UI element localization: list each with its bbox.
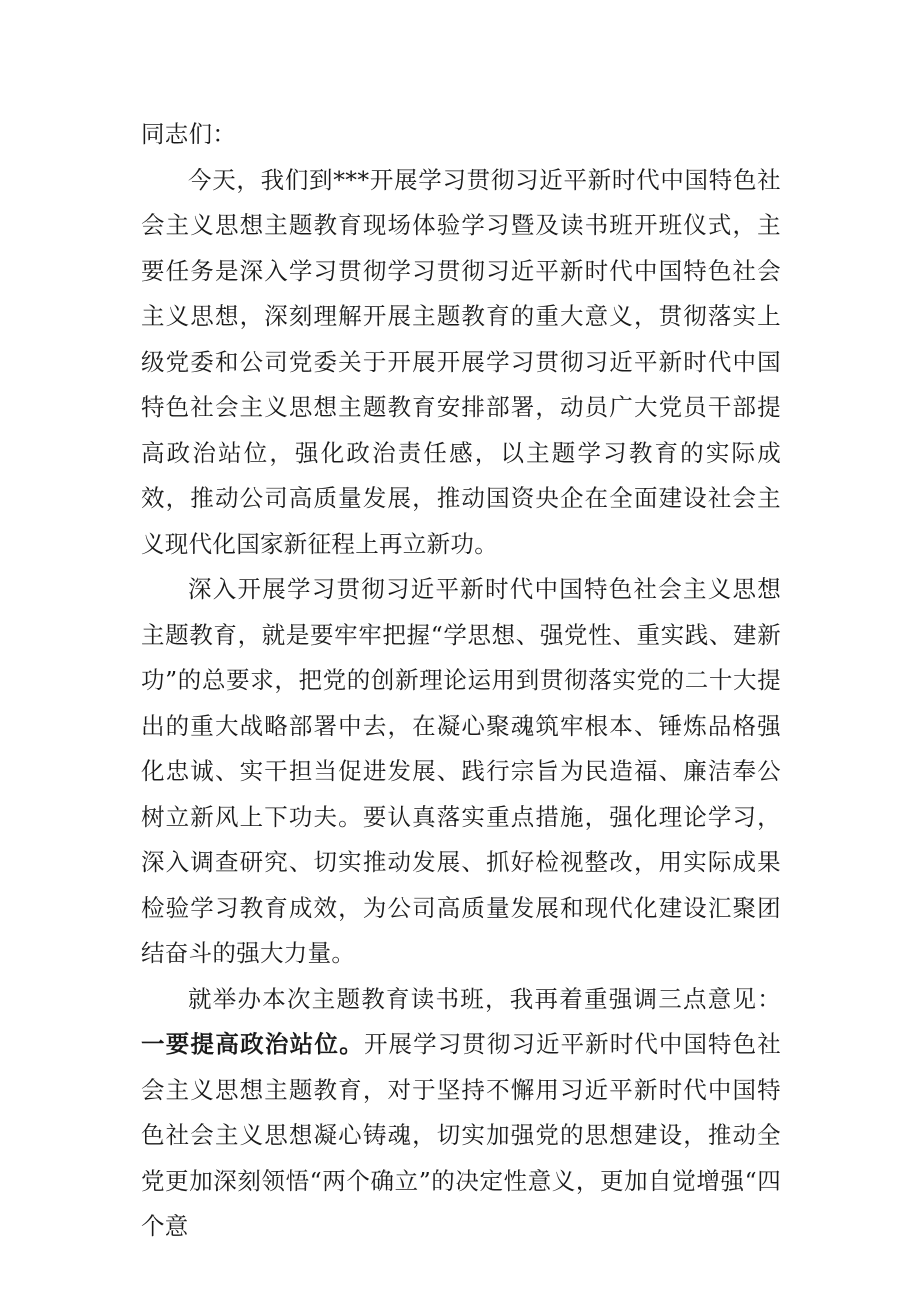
document-body	[141, 112, 781, 1250]
paragraph-2: 深入开展学习贯彻习近平新时代中国特色社会主义思想主题教育，就是要牢牢把握“学思想、强党性、重实践、建新功”的总要求，把党的创新理论运用到贯彻落实党的二十大提出的重大战略部署中去，在凝心聚魂筑牢根本、锤炼品格强化忠诚、实干担当促进发展、践行宗旨为民造福、廉洁奉公树立新风上下功夫。要认真落实重点措施，强化理论学习，深入调查研究、切实推动发展、抓好检视整改，用实际成果检验学习教育成效，为公司高质量发展和现代化建设汇聚团结奋斗的强大力量。	[141, 575, 781, 967]
paragraph-3	[141, 977, 781, 1250]
point-one-heading: 一要提高政治站位。	[141, 1030, 364, 1058]
paragraph-3-body: 开展学习贯彻习近平新时代中国特色社会主义思想主题教育，对于坚持不懈用习近平新时代中国特色社会主义思想凝心铸魂，切实加强党的思想建设，推动全党更加深刻领悟“两个确立”的决定性意义，更加自觉增强“四个意	[141, 1030, 781, 1240]
paragraph-1: 今天，我们到***开展学习贯彻习近平新时代中国特色社会主义思想主题教育现场体验学习暨及读书班开班仪式，主要任务是深入学习贯彻学习贯彻习近平新时代中国特色社会主义思想，深刻理解开展主题教育的重大意义，贯彻落实上级党委和公司党委关于开展开展学习贯彻习近平新时代中国特色社会主义思想主题教育安排部署，动员广大党员干部提高政治站位，强化政治责任感，以主题学习教育的实际成效，推动公司高质量发展，推动国资央企在全面建设社会主义现代化国家新征程上再立新功。	[141, 165, 781, 558]
paragraph-3-intro: 就举办本次主题教育读书班，我再着重强调三点意见：	[188, 984, 781, 1013]
salutation: 同志们：	[141, 120, 237, 148]
